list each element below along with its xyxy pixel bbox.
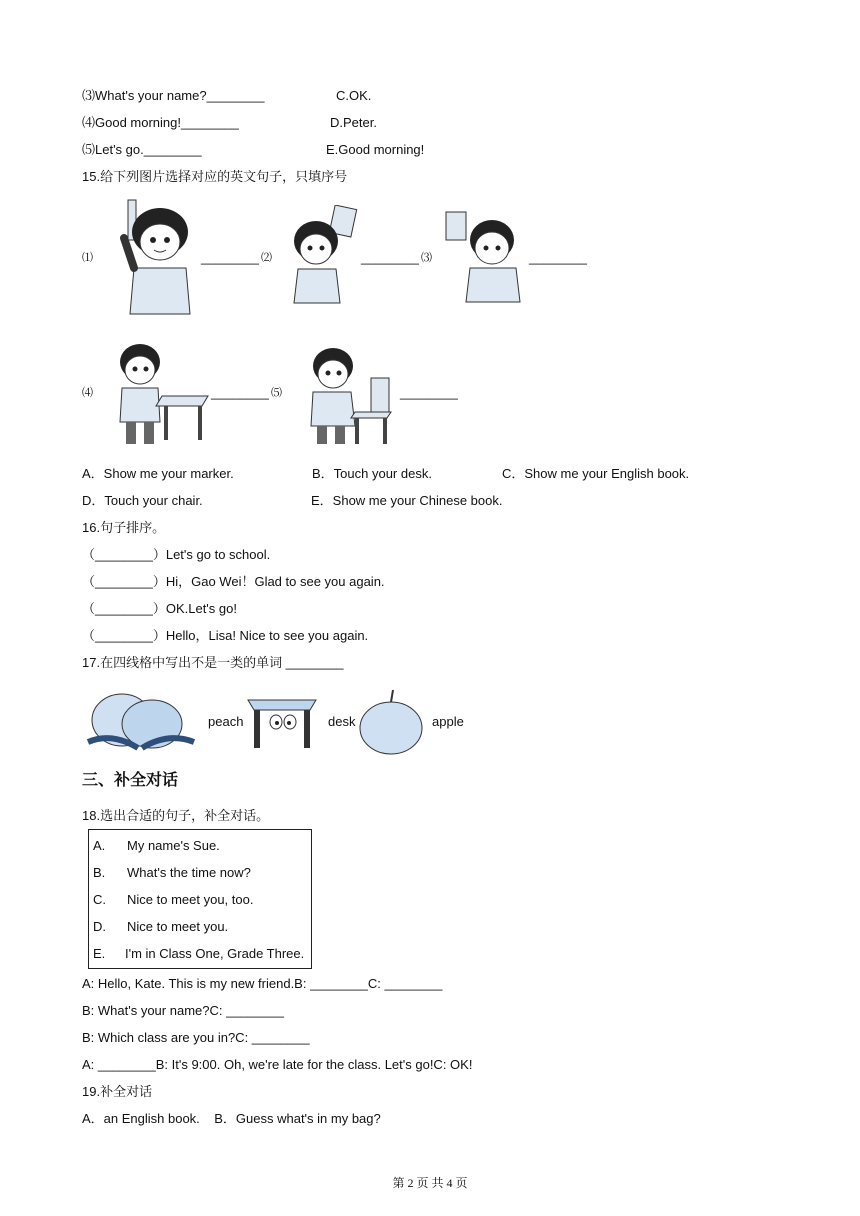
q15-label-4: ⑷ xyxy=(82,387,93,399)
q18-option-c: C. Nice to meet you, too. xyxy=(93,892,254,907)
q15-blank-1[interactable]: ________ xyxy=(201,250,259,265)
q15-label-5: ⑸ xyxy=(271,387,282,399)
section-3-title: 三、补全对话 xyxy=(82,772,179,789)
girl-showing-book-image xyxy=(282,205,360,305)
q14-answer-e: E.Good morning! xyxy=(326,142,425,157)
girl-raising-marker-image xyxy=(104,198,200,316)
q18-dialog-line-4: A: ________B: It's 9:00. Oh, we're late for the class. Let's go!C: OK! xyxy=(82,1057,473,1072)
q16-title: 16.句子排序。 xyxy=(82,520,166,535)
q18-option-d: D. Nice to meet you. xyxy=(93,919,229,934)
boy-touching-desk-image xyxy=(104,336,210,448)
q16-item-4: （________）Hello，Lisa! Nice to see you again. xyxy=(82,628,369,643)
word-peach: peach xyxy=(208,714,244,729)
q15-label-2: ⑵ xyxy=(261,252,272,264)
word-apple: apple xyxy=(432,714,464,729)
q15-option-e: E．Show me your Chinese book. xyxy=(311,493,503,508)
q14-answer-d: D.Peter. xyxy=(330,115,377,130)
q19-title: 19.补全对话 xyxy=(82,1084,153,1099)
q16-item-2: （________）Hi，Gao Wei！Glad to see you again. xyxy=(82,574,385,589)
q15-blank-4[interactable]: ________ xyxy=(211,385,269,400)
q15-blank-3[interactable]: ________ xyxy=(529,250,587,265)
q15-option-d: D．Touch your chair. xyxy=(82,493,203,508)
boy-touching-chair-image xyxy=(293,338,399,448)
q15-label-1: ⑴ xyxy=(82,252,93,264)
q18-option-b: B. What's the time now? xyxy=(93,865,251,880)
q15-title: 15.给下列图片选择对应的英文句子，只填序号 xyxy=(82,169,348,184)
q18-option-a: A. My name's Sue. xyxy=(93,838,220,853)
q18-dialog-line-3: B: Which class are you in?C: ________ xyxy=(82,1030,310,1045)
q14-item-3: ⑶What's your name?________ xyxy=(82,88,265,103)
q18-title: 18.选出合适的句子，补全对话。 xyxy=(82,808,270,823)
desk-image xyxy=(244,694,320,750)
word-desk: desk xyxy=(328,714,356,729)
q14-item-4: ⑷Good morning!________ xyxy=(82,115,239,130)
peach-image xyxy=(82,686,198,758)
q19-options: A．an English book. B．Guess what's in my bag? xyxy=(82,1111,381,1126)
q18-dialog-line-1: A: Hello, Kate. This is my new friend.B: ________C: ________ xyxy=(82,976,443,991)
boy-showing-book-image xyxy=(442,208,528,304)
q15-option-a: A．Show me your marker. xyxy=(82,466,234,481)
q18-option-e: E. I'm in Class One, Grade Three. xyxy=(93,946,305,961)
q14-item-5: ⑸Let's go.________ xyxy=(82,142,202,157)
q15-blank-2[interactable]: ________ xyxy=(361,250,419,265)
q17-title: 17.在四线格中写出不是一类的单词 ________ xyxy=(82,655,344,670)
q18-option-box xyxy=(88,829,312,969)
q16-item-1: （________）Let's go to school. xyxy=(82,547,271,562)
apple-image xyxy=(356,688,426,756)
page-footer: 第 2 页 共 4 页 xyxy=(392,1176,468,1190)
q15-blank-5[interactable]: ________ xyxy=(400,385,458,400)
q18-dialog-line-2: B: What's your name?C: ________ xyxy=(82,1003,284,1018)
q16-item-3: （________）OK.Let's go! xyxy=(82,601,237,616)
q15-label-3: ⑶ xyxy=(421,252,432,264)
q15-option-b: B．Touch your desk. xyxy=(312,466,432,481)
q15-option-c: C．Show me your English book. xyxy=(502,466,690,481)
q14-answer-c: C.OK. xyxy=(336,88,372,103)
